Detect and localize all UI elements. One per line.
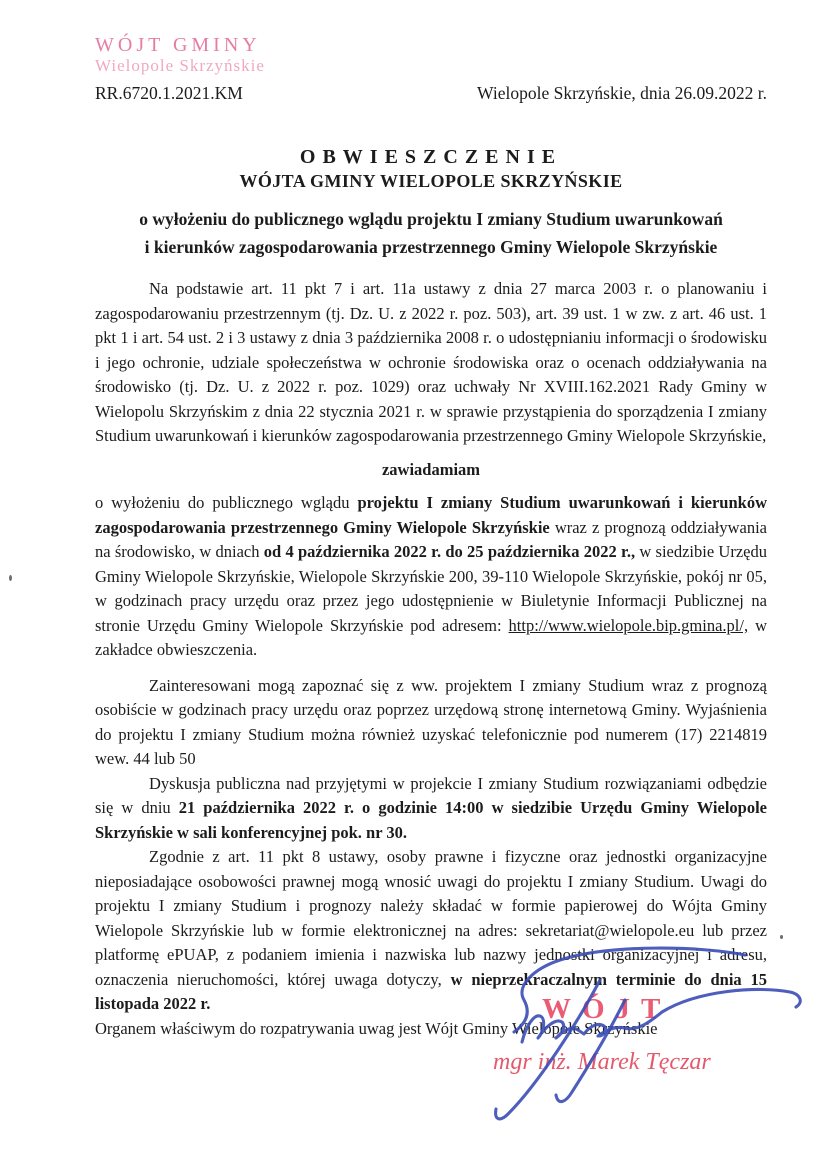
signer-title-stamp: WÓJT xyxy=(542,993,672,1025)
reference-number: RR.6720.1.2021.KM xyxy=(95,83,243,104)
signer-name-stamp: mgr inż. Marek Tęczar xyxy=(493,1049,711,1075)
paragraph-legal-basis: Na podstawie art. 11 pkt 7 i art. 11a ustawy z dnia 27 marca 2003 r. o planowaniu i zagospodarowaniu przestrzennym (tj. Dz. U. z 2022 r. poz. 503), art. 39 ust. 1 w zw. z art. 46 ust. 1 pkt 1 i art. 54 ust. 2 i 3 ustawy z dnia 3 października 2008 r. o udostępnianiu informacji o środowisku i jego ochronie, udziale społeczeństwa w ochronie środowiska oraz o ocenach oddziaływania na środowisko (tj. Dz. U. z 2022 r. poz. 1029) oraz uchwały Nr XVIII.162.2021 Rady Gminy w Wielopolu Skrzyńskim z dnia 22 stycznia 2021 r. w sprawie przystąpienia do sporządzenia I zmiany Studium uwarunkowań i kierunków zagospodarowania przestrzennego Gminy Wielopole Skrzyńskie, xyxy=(95,279,767,446)
scan-speck xyxy=(9,575,12,581)
paragraph-info: Zainteresowani mogą zapoznać się z ww. projektem I zmiany Studium wraz z prognozą osobiście w godzinach pracy urzędu oraz poprzez urzędową stronę internetową Gminy. Wyjaśnienia do projektu I zmiany Studium można również uzyskać telefonicznie pod numerem (17) 2214819 wew. 44 lub 50 xyxy=(95,675,767,769)
paragraph-zawiadamiam: zawiadamiam xyxy=(381,459,481,479)
document-subject xyxy=(95,205,767,261)
paragraph-authority: Organem właściwym do rozpatrywania uwag jest Wójt Gminy Wielopole Skrzyńskie xyxy=(95,1018,658,1038)
subject-line-2: i kierunków zagospodarowania przestrzennego Gminy Wielopole Skrzyńskie xyxy=(144,237,718,258)
document-title: OBWIESZCZENIE xyxy=(299,146,563,169)
letterhead-stamp xyxy=(95,34,767,75)
handwritten-signature-ink xyxy=(496,948,801,1119)
paragraph-public-discussion: Dyskusja publiczna nad przyjętymi w projekcie I zmiany Studium rozwiązaniami odbędzie się w dniu 21 października 2022 r. o godzinie 14:00 w siedzibie Urzędu Gminy Wielopole Skrzyńskie w sali konferencyjnej pok. nr 30. xyxy=(95,773,767,842)
scan-speck xyxy=(780,935,783,939)
place-and-date: Wielopole Skrzyńskie, dnia 26.09.2022 r. xyxy=(477,83,767,104)
signature-block xyxy=(438,942,820,1168)
paragraph-remarks: Zgodnie z art. 11 pkt 8 ustawy, osoby prawne i fizyczne oraz jednostki organizacyjne nieposiadające osobowości prawnej mogą wnosić uwagi do projektu I zmiany Studium. Uwagi do projektu I zmiany Studium i prognozy należy składać w formie papierowej do Wójta Gminy Wielopole Skrzyńskie lub w formie elektronicznej na adres: sekretariat@wielopole.eu lub przez platformę ePUAP, z podaniem imienia i nazwiska lub nazwy jednostki organizacyjnej i adresu, oznaczenia nieruchomości, której uwaga dotyczy, w nieprzekraczalnym terminie do dnia 15 listopada 2022 r. xyxy=(95,847,767,1014)
paragraph-exposition: o wyłożeniu do publicznego wglądu projektu I zmiany Studium uwarunkowań i kierunków zagospodarowania przestrzennego Gminy Wielopole Skrzyńskie wraz z prognozą oddziaływania na środowisko, w dniach od 4 października 2022 r. do 25 października 2022 r., w siedzibie Urzędu Gminy Wielopole Skrzyńskie, Wielopole Skrzyńskie 200, 39-110 Wielopole Skrzyńskie, pokój nr 05, w godzinach pracy urzędu oraz przez jego udostępnienie w Biuletynie Informacji Publicznej na stronie Urzędu Gminy Wielopole Skrzyńskie pod adresem: http://www.wielopole.bip.gmina.pl/, w zakładce obwieszczenia. xyxy=(95,493,767,660)
document-issuer: WÓJTA GMINY WIELOPOLE SKRZYŃSKIE xyxy=(239,171,623,192)
document-body xyxy=(95,277,767,1041)
letterhead-line2: Wielopole Skrzyńskie xyxy=(95,56,265,76)
letterhead-line1: WÓJT GMINY xyxy=(95,34,261,56)
subject-line-1: o wyłożeniu do publicznego wglądu projektu I zmiany Studium uwarunkowań xyxy=(139,209,723,230)
bip-url: http://www.wielopole.bip.gmina.pl/, xyxy=(508,615,749,635)
reference-row xyxy=(95,83,767,104)
title-block xyxy=(95,146,767,192)
